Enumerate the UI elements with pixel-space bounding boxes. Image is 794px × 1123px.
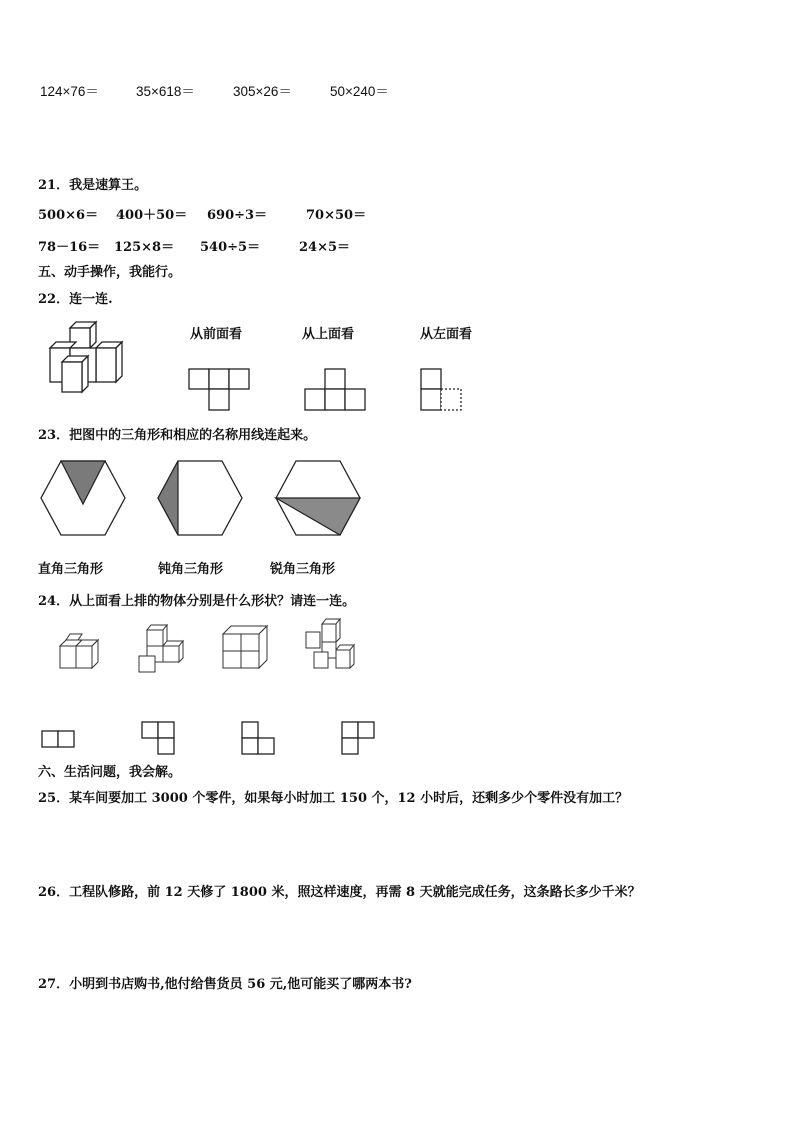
calc-2: 35×618＝	[136, 84, 195, 99]
q22-shape-t	[188, 368, 252, 412]
q23-name-acute: 锐角三角形	[270, 562, 336, 577]
calc-1: 124×76＝	[40, 84, 99, 99]
q23-name-obtuse: 钝角三角形	[158, 562, 224, 577]
calc-3: 305×26＝	[233, 84, 292, 99]
q22-shape-inverted-t	[304, 368, 368, 412]
q21-r2-4: 24×5＝	[299, 240, 351, 255]
q22-solid-figure	[44, 326, 124, 392]
q22-view-left: 从左面看	[420, 327, 473, 342]
q22-title: 22．连一连.	[38, 292, 113, 307]
q27-text: 27．小明到书店购书,他付给售货员 56 元,他可能买了哪两本书?	[38, 977, 412, 992]
q24-top-view-2	[141, 721, 177, 757]
q21-r1-4: 70×50＝	[306, 208, 367, 223]
q24-title: 24．从上面看上排的物体分别是什么形状？请连一连。	[38, 594, 356, 609]
q21-title: 21．我是速算王。	[38, 178, 148, 193]
q24-object-2	[137, 624, 191, 674]
q24-object-4	[300, 618, 356, 672]
q21-r1-3: 690÷3＝	[207, 208, 268, 223]
q23-title: 23．把图中的三角形和相应的名称用线连起来。	[38, 428, 317, 443]
q23-name-right: 直角三角形	[38, 562, 104, 577]
section-6-heading: 六、生活问题，我会解。	[38, 765, 182, 780]
q24-object-1	[56, 632, 106, 672]
q26-text: 26．工程队修路，前 12 天修了 1800 米，照这样速度，再需 8 天就能完成任务，这条路长多少千米？	[38, 885, 641, 900]
q21-r2-1: 78－16＝	[38, 240, 101, 255]
q22-view-front: 从前面看	[190, 327, 243, 342]
q25-text: 25．某车间要加工 3000 个零件，如果每小时加工 150 个，12 小时后，还剩多少个零件没有加工？	[38, 791, 629, 806]
q21-r1-2: 400＋50＝	[116, 208, 188, 223]
q21-r1-1: 500×6＝	[38, 208, 99, 223]
q24-object-3	[221, 624, 271, 672]
q24-top-view-3	[241, 721, 277, 757]
q22-view-top: 从上面看	[302, 327, 355, 342]
q24-top-view-4	[341, 721, 377, 757]
q21-r2-3: 540÷5＝	[200, 240, 261, 255]
q23-hexagon-3	[275, 460, 361, 536]
q22-shape-l	[420, 368, 468, 412]
section-5-heading: 五、动手操作，我能行。	[38, 265, 182, 280]
q21-r2-2: 125×8＝	[114, 240, 175, 255]
calc-4: 50×240＝	[330, 84, 389, 99]
q23-hexagon-1	[40, 460, 126, 536]
q24-top-view-1	[41, 730, 77, 750]
q23-hexagon-2	[157, 460, 243, 536]
